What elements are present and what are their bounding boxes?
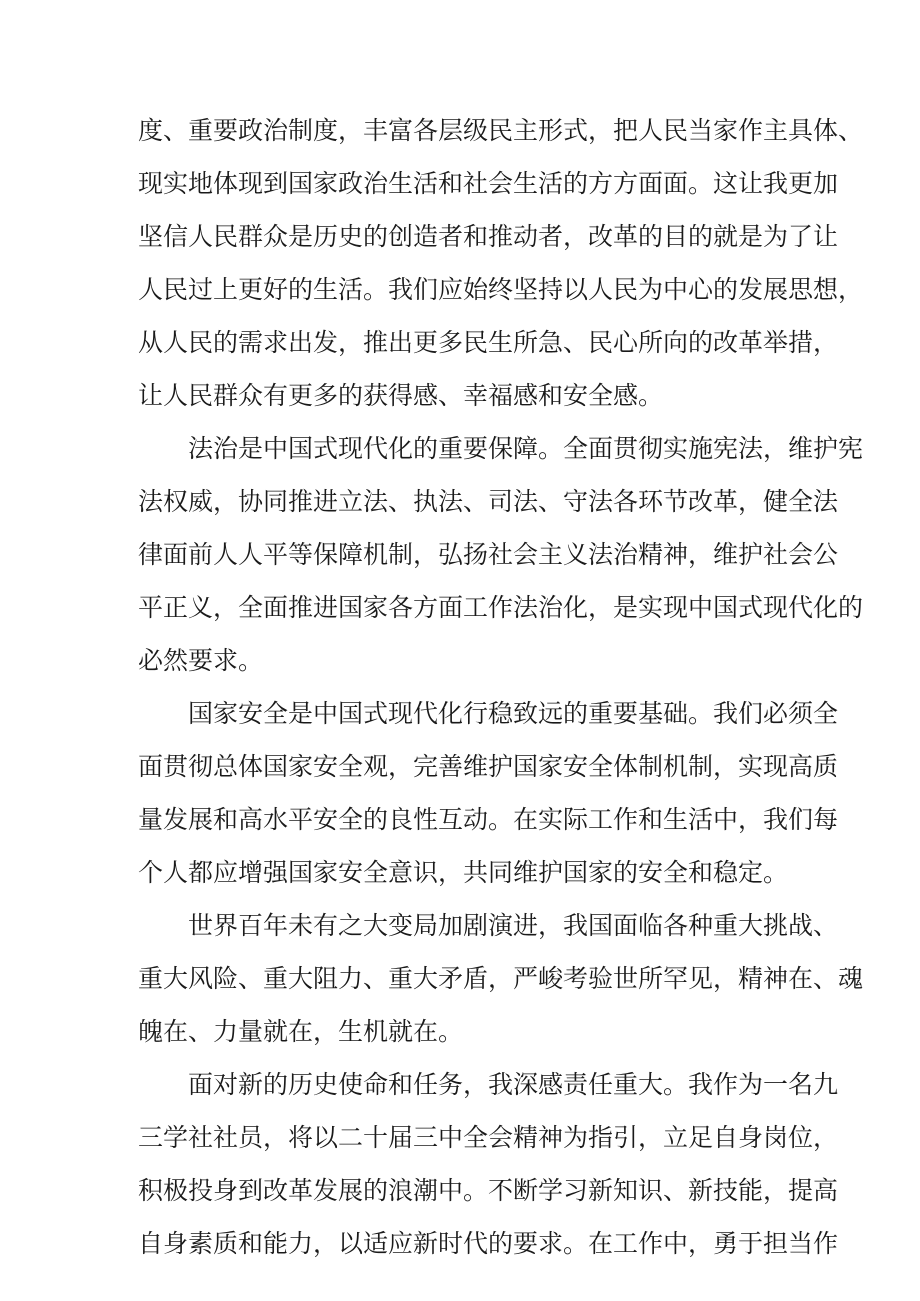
text-line: 平正义，全面推进国家各方面工作法治化，是实现中国式现代化的	[138, 593, 864, 622]
text-line: 重大风险、重大阻力、重大矛盾，严峻考验世所罕见，精神在、魂	[138, 964, 864, 993]
text-line: 面对新的历史使命和任务，我深感责任重大。我作为一名九	[188, 1070, 839, 1099]
text-line: 现实地体现到国家政治生活和社会生活的方方面面。这让我更加	[138, 169, 839, 198]
text-line: 必然要求。	[138, 646, 264, 675]
text-line: 魄在、力量就在，生机就在。	[138, 1017, 464, 1046]
text-line: 积极投身到改革发展的浪潮中。不断学习新知识、新技能，提高	[138, 1176, 839, 1205]
text-line: 世界百年未有之大变局加剧演进，我国面临各种重大挑战、	[188, 911, 839, 940]
text-line: 人民过上更好的生活。我们应始终坚持以人民为中心的发展思想，	[138, 275, 864, 304]
text-line: 国家安全是中国式现代化行稳致远的重要基础。我们必须全	[188, 699, 839, 728]
text-line: 量发展和高水平安全的良性互动。在实际工作和生活中，我们每	[138, 805, 839, 834]
text-line: 个人都应增强国家安全意识，共同维护国家的安全和稳定。	[138, 858, 789, 887]
paragraph-national-security	[138, 687, 839, 899]
paragraph-rule-of-law	[138, 422, 864, 687]
text-line: 律面前人人平等保障机制，弘扬社会主义法治精神，维护社会公	[138, 540, 839, 569]
paragraph-world-changes	[138, 899, 864, 1058]
paragraph-continuation	[138, 104, 864, 422]
text-line: 度、重要政治制度，丰富各层级民主形式，把人民当家作主具体、	[138, 116, 864, 145]
text-line: 法权威，协同推进立法、执法、司法、守法各环节改革，健全法	[138, 487, 839, 516]
text-line: 三学社社员，将以二十届三中全会精神为指引，立足自身岗位，	[138, 1123, 839, 1152]
text-line: 法治是中国式现代化的重要保障。全面贯彻实施宪法，维护宪	[188, 434, 864, 463]
text-line: 面贯彻总体国家安全观，完善维护国家安全体制机制，实现高质	[138, 752, 839, 781]
text-line: 从人民的需求出发，推出更多民生所急、民心所向的改革举措，	[138, 328, 839, 357]
paragraph-personal-commitment	[138, 1058, 839, 1270]
text-line: 坚信人民群众是历史的创造者和推动者，改革的目的就是为了让	[138, 222, 839, 251]
text-line: 让人民群众有更多的获得感、幸福感和安全感。	[138, 381, 664, 410]
body-text	[138, 104, 864, 1270]
text-line: 自身素质和能力，以适应新时代的要求。在工作中，勇于担当作	[138, 1229, 839, 1258]
